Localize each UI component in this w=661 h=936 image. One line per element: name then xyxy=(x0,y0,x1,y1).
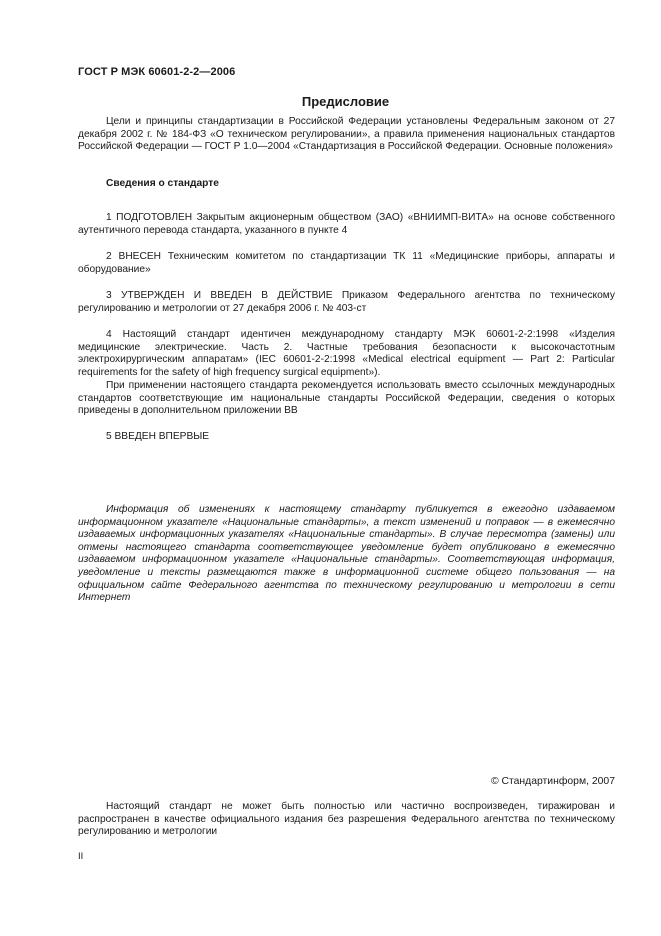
item-1-paragraph: 1 ПОДГОТОВЛЕН Закрытым акционерным обществом (ЗАО) «ВНИИМП-ВИТА» на основе собственного аутентичного перевода стандарта, указанного в пункте 4 xyxy=(78,212,615,236)
item-4-note-paragraph: При применении настоящего стандарта рекомендуется использовать вместо ссылочных международных стандартов соответствующие им национальные стандарты Российской Федерации, сведения о которых приведены в дополнительном приложении ВВ xyxy=(78,380,615,417)
item-4-paragraph: 4 Настоящий стандарт идентичен международному стандарту МЭК 60601-2-2:1998 «Изделия медицинские электрические. Часть 2. Частные требования безопасности к высокочастотным электрохирургическим аппаратам» (IEC 60601-2-2:1998 «Medical electrical equipment — Part 2: Particular requirements for the safety of high frequency surgical equipment»). xyxy=(78,329,615,378)
intro-paragraph: Цели и принципы стандартизации в Российской Федерации установлены Федеральным законом от 27 декабря 2002 г. № 184-ФЗ «О техническом регулировании», а правила применения национальных стандартов Российской Федерации — ГОСТ Р 1.0—2004 «Стандартизация в Российской Федерации. Основные положения» xyxy=(78,116,615,153)
item-3-paragraph: 3 УТВЕРЖДЕН И ВВЕДЕН В ДЕЙСТВИЕ Приказом Федерального агентства по техническому регулированию и метрологии от 27 декабря 2006 г. № 403-ст xyxy=(78,290,615,314)
standard-code-header: ГОСТ Р МЭК 60601-2-2—2006 xyxy=(78,66,236,78)
reproduction-notice-paragraph: Настоящий стандарт не может быть полностью или частично воспроизведен, тиражирован и распространен в качестве официального издания без разрешения Федерального агентства по техническому регулированию и метрологии xyxy=(78,801,615,838)
section-heading: Сведения о стандарте xyxy=(106,178,219,189)
page-number: II xyxy=(78,851,84,862)
copyright-line: © Стандартинформ, 2007 xyxy=(490,776,615,787)
item-5-paragraph: 5 ВВЕДЕН ВПЕРВЫЕ xyxy=(106,431,210,442)
page-title: Предисловие xyxy=(301,94,390,109)
info-notice-paragraph: Информация об изменениях к настоящему стандарту публикуется в ежегодно издаваемом информационном указателе «Национальные стандарты», а текст изменений и поправок — в ежемесячно издаваемых информационных указателях «Национальные стандарты». В случае пересмотра (замены) или отмены настоящего стандарта соответствующее уведомление будет опубликовано в ежемесячно издаваемом информационном указателе «Национальные стандарты». Соответствующая информация, уведомление и тексты размещаются также в информационной системе общего пользования — на официальном сайте Федерального агентства по техническому регулированию и метрологии в сети Интернет xyxy=(78,504,615,604)
item-2-paragraph: 2 ВНЕСЕН Техническим комитетом по стандартизации ТК 11 «Медицинские приборы, аппараты и оборудование» xyxy=(78,251,615,275)
